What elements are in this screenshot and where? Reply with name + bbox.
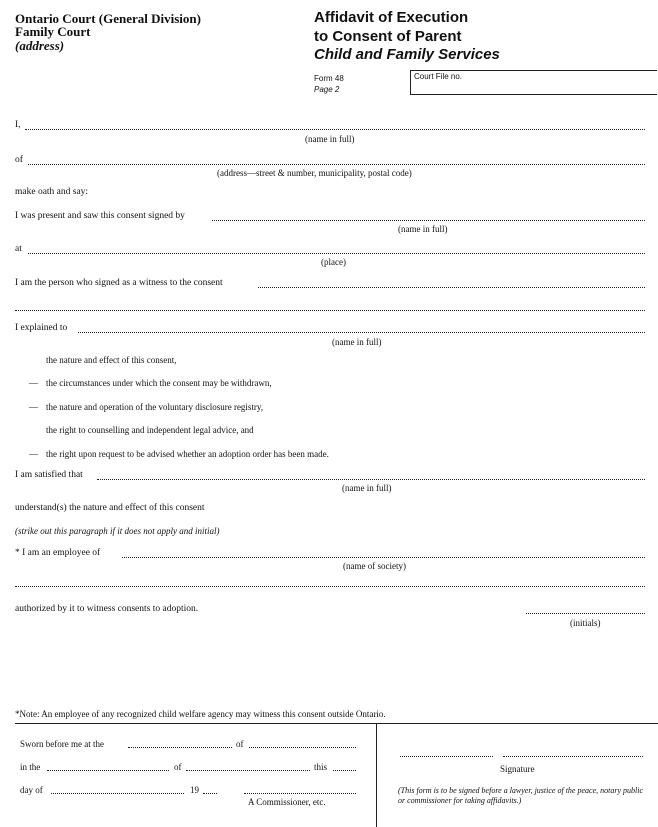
- list-dash: —: [29, 402, 38, 412]
- sworn-of-field[interactable]: [249, 747, 356, 748]
- make-oath-text: make oath and say:: [15, 187, 89, 197]
- list-item: the nature and operation of the voluntary disclosure registry,: [46, 402, 264, 412]
- form-title-line3: Child and Family Services: [314, 46, 500, 63]
- witness-field-continued[interactable]: [15, 310, 645, 311]
- society-field-continued[interactable]: [15, 586, 645, 587]
- sworn-label: Sworn before me at the: [20, 739, 104, 749]
- deponent-signature-field-1[interactable]: [400, 756, 493, 757]
- strike-instruction: (strike out this paragraph if it does not apply and initial): [15, 526, 220, 536]
- list-dash: —: [29, 449, 38, 459]
- name-field-1[interactable]: [25, 129, 645, 130]
- initials-caption: (initials): [570, 618, 601, 628]
- of-label: of: [15, 155, 23, 165]
- understands-text: understand(s) the nature and effect of this consent: [15, 503, 205, 513]
- list-item: the circumstances under which the consent may be withdrawn,: [46, 378, 272, 388]
- footer-column-divider: [376, 723, 377, 827]
- year-field[interactable]: [203, 793, 217, 794]
- commissioner-caption: A Commissioner, etc.: [248, 797, 326, 807]
- court-name: Ontario Court (General Division): [15, 11, 201, 26]
- commissioner-signature-field[interactable]: [244, 793, 356, 794]
- list-dash: —: [29, 378, 38, 388]
- day-of-field[interactable]: [51, 793, 184, 794]
- society-field[interactable]: [122, 557, 645, 558]
- witness-field[interactable]: [258, 287, 645, 288]
- list-item: the right to counselling and independent legal advice, and: [46, 425, 254, 435]
- sworn-at-field[interactable]: [128, 747, 232, 748]
- court-file-label: Court File no.: [414, 72, 463, 81]
- footer-of-label: of: [174, 762, 182, 772]
- explained-text: I explained to: [15, 323, 68, 333]
- deponent-signature-field-2[interactable]: [503, 756, 643, 757]
- address-caption: (address—street & number, municipality, postal code): [217, 168, 412, 178]
- satisfied-text: I am satisfied that: [15, 470, 83, 480]
- authorized-text: authorized by it to witness consents to adoption.: [15, 604, 199, 614]
- in-the-label: in the: [20, 762, 41, 772]
- sworn-of-label: of: [236, 739, 244, 749]
- page-number: Page 2: [314, 85, 340, 94]
- society-caption: (name of society): [343, 561, 406, 571]
- explained-name-field[interactable]: [78, 332, 645, 333]
- in-the-field[interactable]: [47, 770, 169, 771]
- address-field[interactable]: [28, 164, 645, 165]
- list-item: the right upon request to be advised whether an adoption order has been made.: [46, 449, 329, 459]
- place-caption: (place): [321, 257, 346, 267]
- signature-caption: Signature: [500, 764, 535, 774]
- at-label: at: [15, 244, 22, 254]
- this-field[interactable]: [333, 770, 356, 771]
- form-title-line2: to Consent of Parent: [314, 28, 462, 45]
- signature-note: (This form is to be signed before a lawyer, justice of the peace, notary public or commissioner for taking affidavits.): [398, 786, 643, 805]
- footer-of-field[interactable]: [186, 770, 310, 771]
- list-item: the nature and effect of this consent,: [46, 355, 177, 365]
- name-caption-4: (name in full): [342, 483, 392, 493]
- employee-note: *Note: An employee of any recognized child welfare agency may witness this consent outside Ontario.: [15, 709, 386, 719]
- year-prefix: 19: [190, 785, 199, 795]
- court-address-label: (address): [15, 38, 65, 53]
- name-caption-2: (name in full): [398, 224, 448, 234]
- satisfied-name-field[interactable]: [97, 479, 645, 480]
- this-label: this: [314, 762, 328, 772]
- employee-text: * I am an employee of: [15, 548, 101, 558]
- form-number: Form 48: [314, 74, 344, 83]
- court-file-box[interactable]: [410, 70, 657, 95]
- name-caption-3: (name in full): [332, 337, 382, 347]
- name-caption-1: (name in full): [305, 134, 355, 144]
- day-of-label: day of: [20, 785, 43, 795]
- place-field[interactable]: [28, 253, 645, 254]
- witness-text: I am the person who signed as a witness to the consent: [15, 278, 223, 288]
- signer-name-field[interactable]: [212, 220, 645, 221]
- footer-divider: [15, 723, 658, 724]
- present-text: I was present and saw this consent signed by: [15, 211, 185, 221]
- initials-field[interactable]: [526, 613, 645, 614]
- form-title-line1: Affidavit of Execution: [314, 9, 469, 26]
- court-type: Family Court: [15, 24, 91, 39]
- i-label: I,: [15, 120, 21, 130]
